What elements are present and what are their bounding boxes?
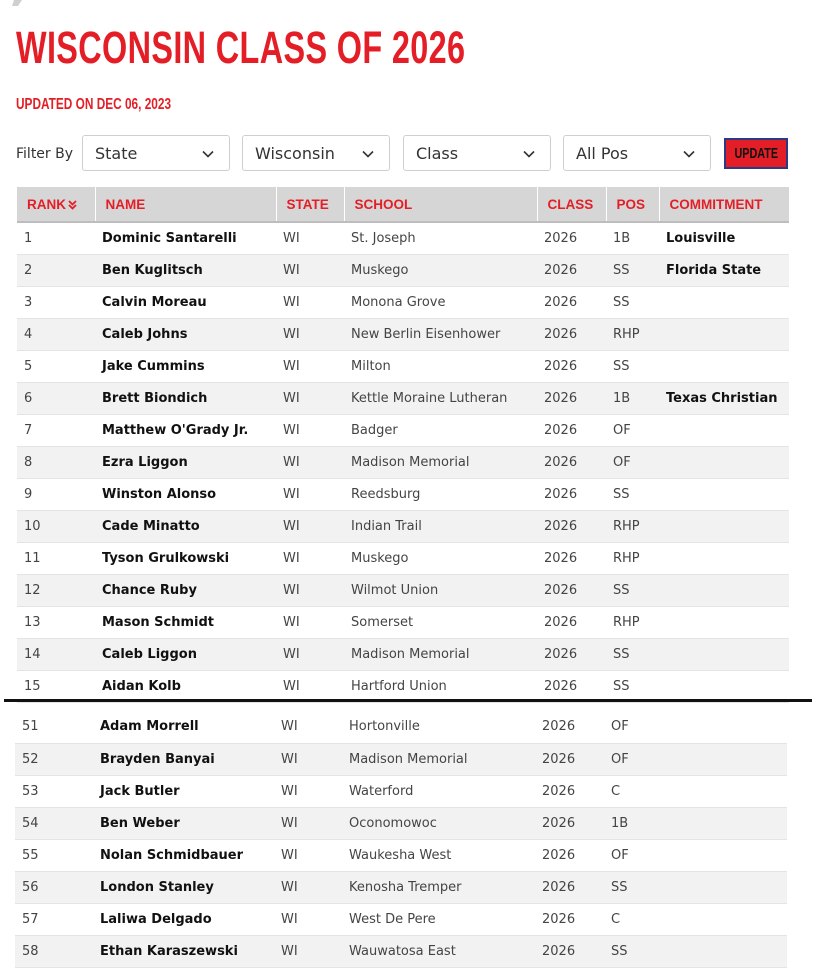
cell-commitment xyxy=(659,478,789,510)
cell-state: WI xyxy=(281,847,298,863)
cell-school: Madison Memorial xyxy=(344,446,537,478)
table-row xyxy=(15,935,787,967)
cell-commitment xyxy=(657,711,787,743)
cell-commitment xyxy=(659,510,789,542)
cell-school: Badger xyxy=(351,422,398,438)
cell-class: 2026 xyxy=(544,550,578,566)
cell-pos: SS xyxy=(613,294,630,310)
cell-school: Hortonville xyxy=(349,719,420,735)
cell-pos: OF xyxy=(606,446,659,478)
state-select[interactable] xyxy=(242,135,390,171)
table-header-row xyxy=(17,187,789,222)
cell-pos: SS xyxy=(606,638,659,670)
cell-school: West De Pere xyxy=(349,911,436,927)
cell-commitment: Louisville xyxy=(666,230,736,246)
cell-rank: 56 xyxy=(15,871,93,903)
cell-name[interactable]: Calvin Moreau xyxy=(102,294,207,310)
cell-class: 2026 xyxy=(544,294,578,310)
rankings-table-continued xyxy=(15,711,787,968)
cell-state: WI xyxy=(281,719,298,735)
cell-class: 2026 xyxy=(544,678,578,694)
table-row xyxy=(17,286,789,318)
cell-school: Kettle Moraine Lutheran xyxy=(344,382,537,414)
rankings-table xyxy=(17,187,789,703)
table-row xyxy=(17,510,789,542)
cell-state: WI xyxy=(283,422,300,438)
table-row xyxy=(17,638,789,670)
table-row xyxy=(17,382,789,414)
cell-class: 2026 xyxy=(535,935,604,967)
cell-pos: SS xyxy=(606,574,659,606)
cell-state: WI xyxy=(274,935,342,967)
cell-class: 2026 xyxy=(542,719,576,735)
cell-name[interactable]: Ethan Karaszewski xyxy=(93,935,274,967)
cell-state: WI xyxy=(274,871,342,903)
cell-state: WI xyxy=(276,254,344,286)
cell-name[interactable]: Nolan Schmidbauer xyxy=(100,847,244,863)
table-row xyxy=(17,478,789,510)
cell-state: WI xyxy=(281,783,298,799)
chevron-down-icon xyxy=(522,147,536,161)
table-row xyxy=(17,318,789,350)
cell-school: Waukesha West xyxy=(349,847,452,863)
cell-class: 2026 xyxy=(544,358,578,374)
cell-class: 2026 xyxy=(537,382,606,414)
cell-rank: 51 xyxy=(22,719,39,735)
cell-class: 2026 xyxy=(542,847,576,863)
cell-class: 2026 xyxy=(542,911,576,927)
cell-name[interactable]: Matthew O'Grady Jr. xyxy=(102,422,249,438)
filter-by-select[interactable] xyxy=(82,135,230,171)
table-row xyxy=(17,542,789,574)
cell-rank: 57 xyxy=(22,911,39,927)
cell-state: WI xyxy=(274,743,342,775)
table-row xyxy=(15,743,787,775)
cell-pos: 1B xyxy=(613,230,631,246)
table-row xyxy=(15,775,787,807)
cell-pos: OF xyxy=(613,422,631,438)
cell-class: 2026 xyxy=(537,254,606,286)
cell-commitment: Florida State xyxy=(659,254,789,286)
cell-rank: 11 xyxy=(24,550,41,566)
cell-class: 2026 xyxy=(544,230,578,246)
chevron-down-icon xyxy=(682,147,696,161)
cell-name[interactable]: Brett Biondich xyxy=(95,382,276,414)
cell-name[interactable]: Caleb Johns xyxy=(95,318,276,350)
cell-school: Milton xyxy=(351,358,391,374)
cell-state: WI xyxy=(276,510,344,542)
position-select[interactable] xyxy=(563,135,711,171)
table-row xyxy=(15,871,787,903)
cell-commitment xyxy=(659,414,789,446)
cell-name[interactable]: Adam Morrell xyxy=(100,719,199,735)
cell-state: WI xyxy=(276,574,344,606)
cell-commitment xyxy=(657,935,787,967)
cell-pos: SS xyxy=(613,678,630,694)
cell-rank: 10 xyxy=(17,510,95,542)
cell-name[interactable]: Caleb Liggon xyxy=(95,638,276,670)
cell-pos: RHP xyxy=(606,510,659,542)
cell-pos: OF xyxy=(611,847,629,863)
cell-commitment xyxy=(657,775,787,807)
cell-school: Hartford Union xyxy=(351,678,447,694)
cell-commitment: Texas Christian xyxy=(659,382,789,414)
cell-commitment xyxy=(657,839,787,871)
table-row xyxy=(17,606,789,638)
cell-rank: 8 xyxy=(17,446,95,478)
cell-commitment xyxy=(659,350,789,382)
cell-school: New Berlin Eisenhower xyxy=(344,318,537,350)
cell-pos: SS xyxy=(613,486,630,502)
cell-rank: 12 xyxy=(17,574,95,606)
cell-commitment xyxy=(657,743,787,775)
cell-pos: SS xyxy=(604,871,657,903)
cell-commitment xyxy=(659,606,789,638)
table-row xyxy=(17,414,789,446)
cell-pos: RHP xyxy=(613,550,640,566)
cell-name[interactable]: Brayden Banyai xyxy=(93,743,274,775)
update-button[interactable] xyxy=(724,138,788,169)
rank-header[interactable] xyxy=(17,187,95,222)
cell-state: WI xyxy=(276,318,344,350)
commitment-header[interactable]: COMMITMENT xyxy=(659,187,789,222)
cell-commitment xyxy=(659,542,789,574)
cell-pos: 1B xyxy=(606,382,659,414)
cell-pos: RHP xyxy=(613,614,640,630)
cell-rank: 2 xyxy=(17,254,95,286)
cell-pos: C xyxy=(611,783,621,799)
rank-header-label: RANK xyxy=(27,196,66,212)
cell-name[interactable]: Ben Weber xyxy=(93,807,274,839)
cell-pos: SS xyxy=(613,358,630,374)
table-row xyxy=(15,903,787,935)
cell-school: Madison Memorial xyxy=(344,638,537,670)
cell-rank: 15 xyxy=(24,678,41,694)
table-row xyxy=(17,446,789,478)
cell-name[interactable]: Dominic Santarelli xyxy=(102,230,237,246)
table-row xyxy=(17,670,789,702)
cell-state: WI xyxy=(276,638,344,670)
cell-commitment xyxy=(657,903,787,935)
cell-rank: 55 xyxy=(22,847,39,863)
cell-name[interactable]: Jake Cummins xyxy=(102,358,205,374)
cell-name[interactable]: Aidan Kolb xyxy=(102,678,181,694)
update-button-label: UPDATE xyxy=(734,145,779,162)
cell-class: 2026 xyxy=(542,783,576,799)
cell-state: WI xyxy=(274,807,342,839)
table-row xyxy=(17,222,789,254)
cell-commitment xyxy=(659,286,789,318)
cell-state: WI xyxy=(283,294,300,310)
cell-name[interactable]: Tyson Grulkowski xyxy=(102,550,230,566)
cell-rank: 5 xyxy=(24,358,33,374)
section-divider xyxy=(4,699,812,702)
cell-school: Indian Trail xyxy=(344,510,537,542)
cell-class: 2026 xyxy=(537,318,606,350)
cell-school: Wauwatosa East xyxy=(342,935,535,967)
cell-commitment xyxy=(659,670,789,702)
class-header[interactable]: CLASS xyxy=(537,187,606,222)
cell-rank: 53 xyxy=(22,783,39,799)
table-row xyxy=(15,711,787,743)
class-value: Class xyxy=(416,144,459,163)
cell-school: Madison Memorial xyxy=(342,743,535,775)
state-value: Wisconsin xyxy=(255,144,335,163)
cell-rank: 14 xyxy=(17,638,95,670)
cell-class: 2026 xyxy=(535,871,604,903)
class-select[interactable] xyxy=(403,135,551,171)
cell-class: 2026 xyxy=(544,486,578,502)
chevron-down-icon xyxy=(361,147,375,161)
cell-rank: 3 xyxy=(24,294,33,310)
table-row xyxy=(17,254,789,286)
cell-state: WI xyxy=(276,446,344,478)
cell-commitment xyxy=(659,574,789,606)
school-header[interactable]: SCHOOL xyxy=(344,187,537,222)
cell-name[interactable]: Ezra Liggon xyxy=(95,446,276,478)
cell-school: Muskego xyxy=(351,550,409,566)
cell-rank: 58 xyxy=(15,935,93,967)
cell-state: WI xyxy=(281,911,298,927)
cell-pos: C xyxy=(611,911,621,927)
cell-commitment xyxy=(659,446,789,478)
updated-date: UPDATED ON DEC 06, 2023 xyxy=(16,96,172,113)
cell-rank: 1 xyxy=(24,230,33,246)
state-header[interactable]: STATE xyxy=(276,187,344,222)
chevron-down-icon xyxy=(201,147,215,161)
table-row xyxy=(17,574,789,606)
cell-name[interactable]: Chance Ruby xyxy=(95,574,276,606)
cell-school: Muskego xyxy=(344,254,537,286)
cell-rank: 52 xyxy=(15,743,93,775)
cell-rank: 6 xyxy=(17,382,95,414)
cell-class: 2026 xyxy=(535,743,604,775)
sort-desc-icon xyxy=(68,200,77,210)
filter-label: Filter By xyxy=(16,146,74,162)
corner-decoration xyxy=(0,0,30,8)
cell-pos: 1B xyxy=(604,807,657,839)
cell-pos: RHP xyxy=(606,318,659,350)
filter-by-value: State xyxy=(95,144,138,163)
cell-class: 2026 xyxy=(537,574,606,606)
cell-state: WI xyxy=(283,358,300,374)
cell-rank: 13 xyxy=(24,614,41,630)
cell-commitment xyxy=(657,871,787,903)
cell-state: WI xyxy=(283,550,300,566)
name-header[interactable]: NAME xyxy=(95,187,276,222)
table-row xyxy=(17,350,789,382)
cell-rank: 54 xyxy=(15,807,93,839)
page-title: WISCONSIN CLASS OF 2026 xyxy=(16,22,466,73)
cell-pos: OF xyxy=(611,719,629,735)
table-row xyxy=(15,807,787,839)
cell-name[interactable]: London Stanley xyxy=(93,871,274,903)
cell-school: St. Joseph xyxy=(351,230,416,246)
cell-name[interactable]: Jack Butler xyxy=(100,783,180,799)
cell-class: 2026 xyxy=(537,510,606,542)
cell-state: WI xyxy=(283,678,300,694)
cell-commitment xyxy=(659,318,789,350)
pos-header[interactable]: POS xyxy=(606,187,659,222)
cell-class: 2026 xyxy=(544,422,578,438)
cell-state: WI xyxy=(283,614,300,630)
cell-rank: 7 xyxy=(24,422,33,438)
cell-pos: SS xyxy=(606,254,659,286)
cell-name[interactable]: Winston Alonso xyxy=(102,486,217,502)
cell-class: 2026 xyxy=(535,807,604,839)
cell-state: WI xyxy=(283,486,300,502)
table-row xyxy=(15,839,787,871)
cell-class: 2026 xyxy=(544,614,578,630)
cell-commitment xyxy=(659,638,789,670)
cell-school: Kenosha Tremper xyxy=(342,871,535,903)
cell-school: Reedsburg xyxy=(351,486,421,502)
cell-school: Oconomowoc xyxy=(342,807,535,839)
cell-name[interactable]: Laliwa Delgado xyxy=(100,911,212,927)
cell-name[interactable]: Cade Minatto xyxy=(95,510,276,542)
cell-name[interactable]: Mason Schmidt xyxy=(102,614,215,630)
cell-state: WI xyxy=(276,382,344,414)
cell-rank: 4 xyxy=(17,318,95,350)
filter-bar xyxy=(16,135,796,173)
cell-pos: OF xyxy=(604,743,657,775)
position-value: All Pos xyxy=(576,144,629,163)
cell-school: Somerset xyxy=(351,614,414,630)
cell-commitment xyxy=(657,807,787,839)
cell-name[interactable]: Ben Kuglitsch xyxy=(95,254,276,286)
cell-class: 2026 xyxy=(537,446,606,478)
cell-rank: 9 xyxy=(24,486,33,502)
cell-school: Wilmot Union xyxy=(344,574,537,606)
cell-class: 2026 xyxy=(537,638,606,670)
cell-school: Waterford xyxy=(349,783,414,799)
cell-school: Monona Grove xyxy=(351,294,446,310)
cell-pos: SS xyxy=(604,935,657,967)
cell-state: WI xyxy=(283,230,300,246)
